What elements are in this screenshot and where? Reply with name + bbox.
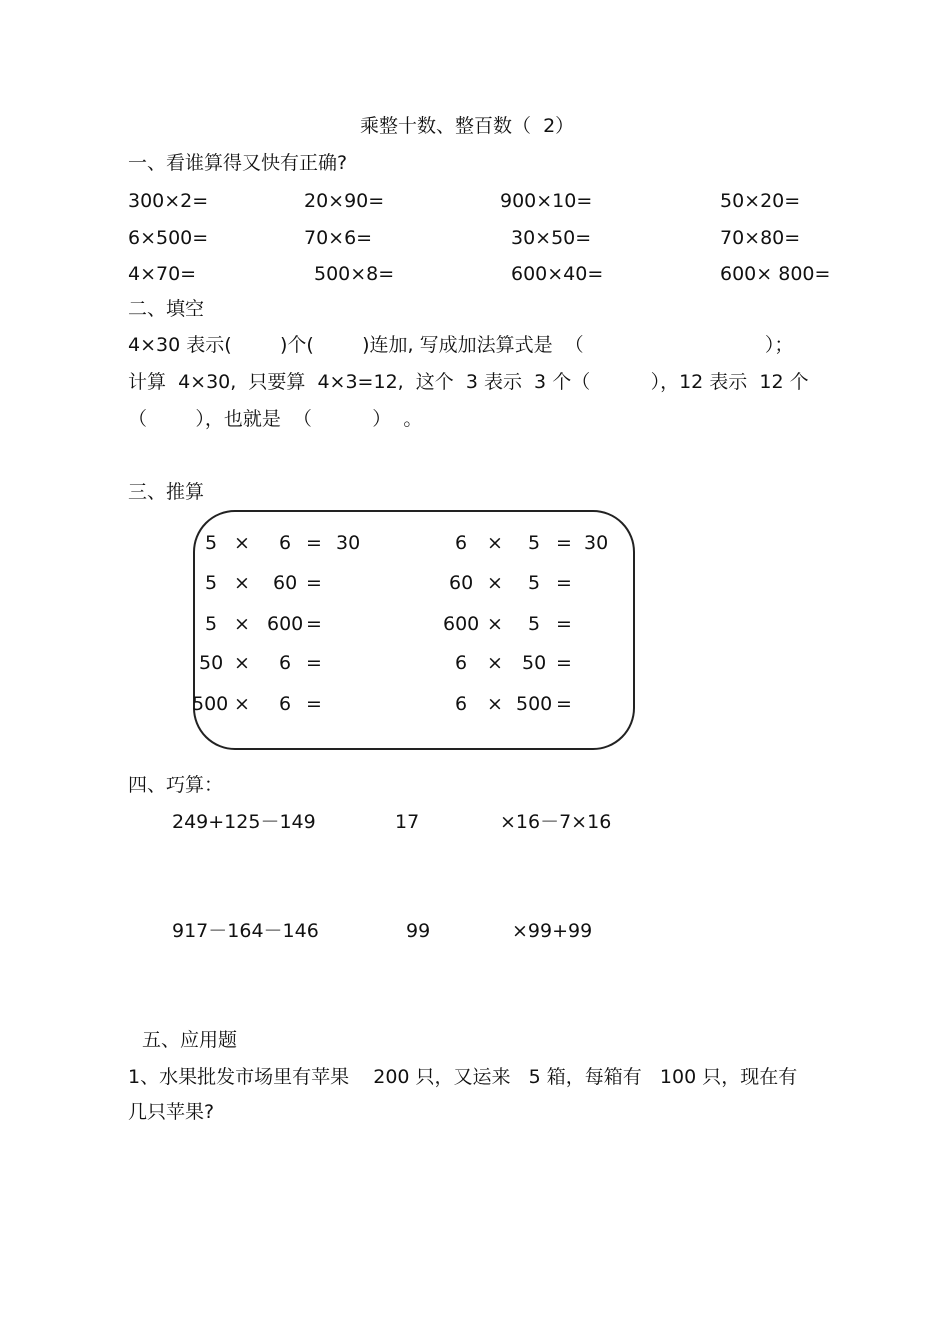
page-title: 乘整十数、整百数（ 2） (360, 115, 575, 137)
clever-calc-3: 917－164－146 (172, 920, 319, 942)
section3-heading: 三、推算 (128, 481, 205, 503)
right-row1-op: × (487, 532, 503, 554)
fill-blank-line3: （ ），也就是 （ ） 。 (128, 408, 423, 430)
left-row2-b: 60 (273, 572, 298, 594)
left-row1-result: 30 (336, 532, 361, 554)
exercise-3-4: 600× 800= (720, 263, 831, 285)
exercise-2-2: 70×6= (304, 227, 373, 249)
left-row4-eq: = (306, 652, 322, 674)
left-row1-op: × (234, 532, 250, 554)
right-row2-b: 5 (528, 572, 541, 594)
right-row4-b: 50 (522, 652, 547, 674)
left-row4-b: 6 (279, 652, 292, 674)
right-row5-op: × (487, 693, 503, 715)
right-row3-a: 600 (443, 613, 480, 635)
left-row3-b: 600 (267, 613, 304, 635)
right-row2-op: × (487, 572, 503, 594)
right-row2-a: 60 (449, 572, 474, 594)
section4-heading: 四、巧算： (128, 774, 224, 796)
left-row2-op: × (234, 572, 250, 594)
left-row1-b: 6 (279, 532, 292, 554)
right-row4-a: 6 (455, 652, 468, 674)
right-row4-eq: = (556, 652, 572, 674)
right-row2-eq: = (556, 572, 572, 594)
right-row5-eq: = (556, 693, 572, 715)
left-row2-a: 5 (205, 572, 218, 594)
fill-blank-line1: 4×30 表示( )个( )连加, 写成加法算式是 （ ）； (128, 334, 794, 356)
exercise-2-3: 30×50= (511, 227, 592, 249)
left-row1-a: 5 (205, 532, 218, 554)
section5-heading: 五、应用题 (142, 1029, 238, 1051)
right-row3-op: × (487, 613, 503, 635)
left-row2-eq: = (306, 572, 322, 594)
exercise-2-1: 6×500= (128, 227, 209, 249)
right-row1-b: 5 (528, 532, 541, 554)
left-row3-eq: = (306, 613, 322, 635)
exercise-3-3: 600×40= (511, 263, 604, 285)
word-problem-line1: 1、水果批发市场里有苹果 200 只，又运来 5 箱，每箱有 100 只，现在有 (128, 1066, 798, 1088)
left-row5-op: × (234, 693, 250, 715)
right-row1-a: 6 (455, 532, 468, 554)
right-row1-eq: = (556, 532, 572, 554)
exercise-1-3: 900×10= (500, 190, 593, 212)
clever-calc-2a: 17 (395, 811, 420, 833)
exercise-1-2: 20×90= (304, 190, 385, 212)
left-row3-op: × (234, 613, 250, 635)
section2-heading: 二、填空 (128, 298, 205, 320)
left-row4-a: 50 (199, 652, 224, 674)
clever-calc-2b: ×16－7×16 (500, 811, 612, 833)
left-row5-eq: = (306, 693, 322, 715)
right-row4-op: × (487, 652, 503, 674)
clever-calc-1: 249+125－149 (172, 811, 316, 833)
exercise-1-1: 300×2= (128, 190, 209, 212)
left-row5-a: 500 (192, 693, 229, 715)
section1-heading: 一、看谁算得又快有正确? (128, 152, 348, 174)
left-row1-eq: = (306, 532, 322, 554)
exercise-3-2: 500×8= (314, 263, 395, 285)
right-row3-b: 5 (528, 613, 541, 635)
right-row1-result: 30 (584, 532, 609, 554)
word-problem-line2: 几只苹果? (128, 1101, 215, 1123)
exercise-2-4: 70×80= (720, 227, 801, 249)
right-row5-a: 6 (455, 693, 468, 715)
clever-calc-4a: 99 (406, 920, 431, 942)
exercise-1-4: 50×20= (720, 190, 801, 212)
exercise-3-1: 4×70= (128, 263, 197, 285)
right-row3-eq: = (556, 613, 572, 635)
left-row4-op: × (234, 652, 250, 674)
right-row5-b: 500 (516, 693, 553, 715)
fill-blank-line2: 计算 4×30, 只要算 4×3=12, 这个 3 表示 3 个（ ），12 表示 12 个 (128, 371, 809, 393)
left-row5-b: 6 (279, 693, 292, 715)
clever-calc-4b: ×99+99 (512, 920, 593, 942)
left-row3-a: 5 (205, 613, 218, 635)
